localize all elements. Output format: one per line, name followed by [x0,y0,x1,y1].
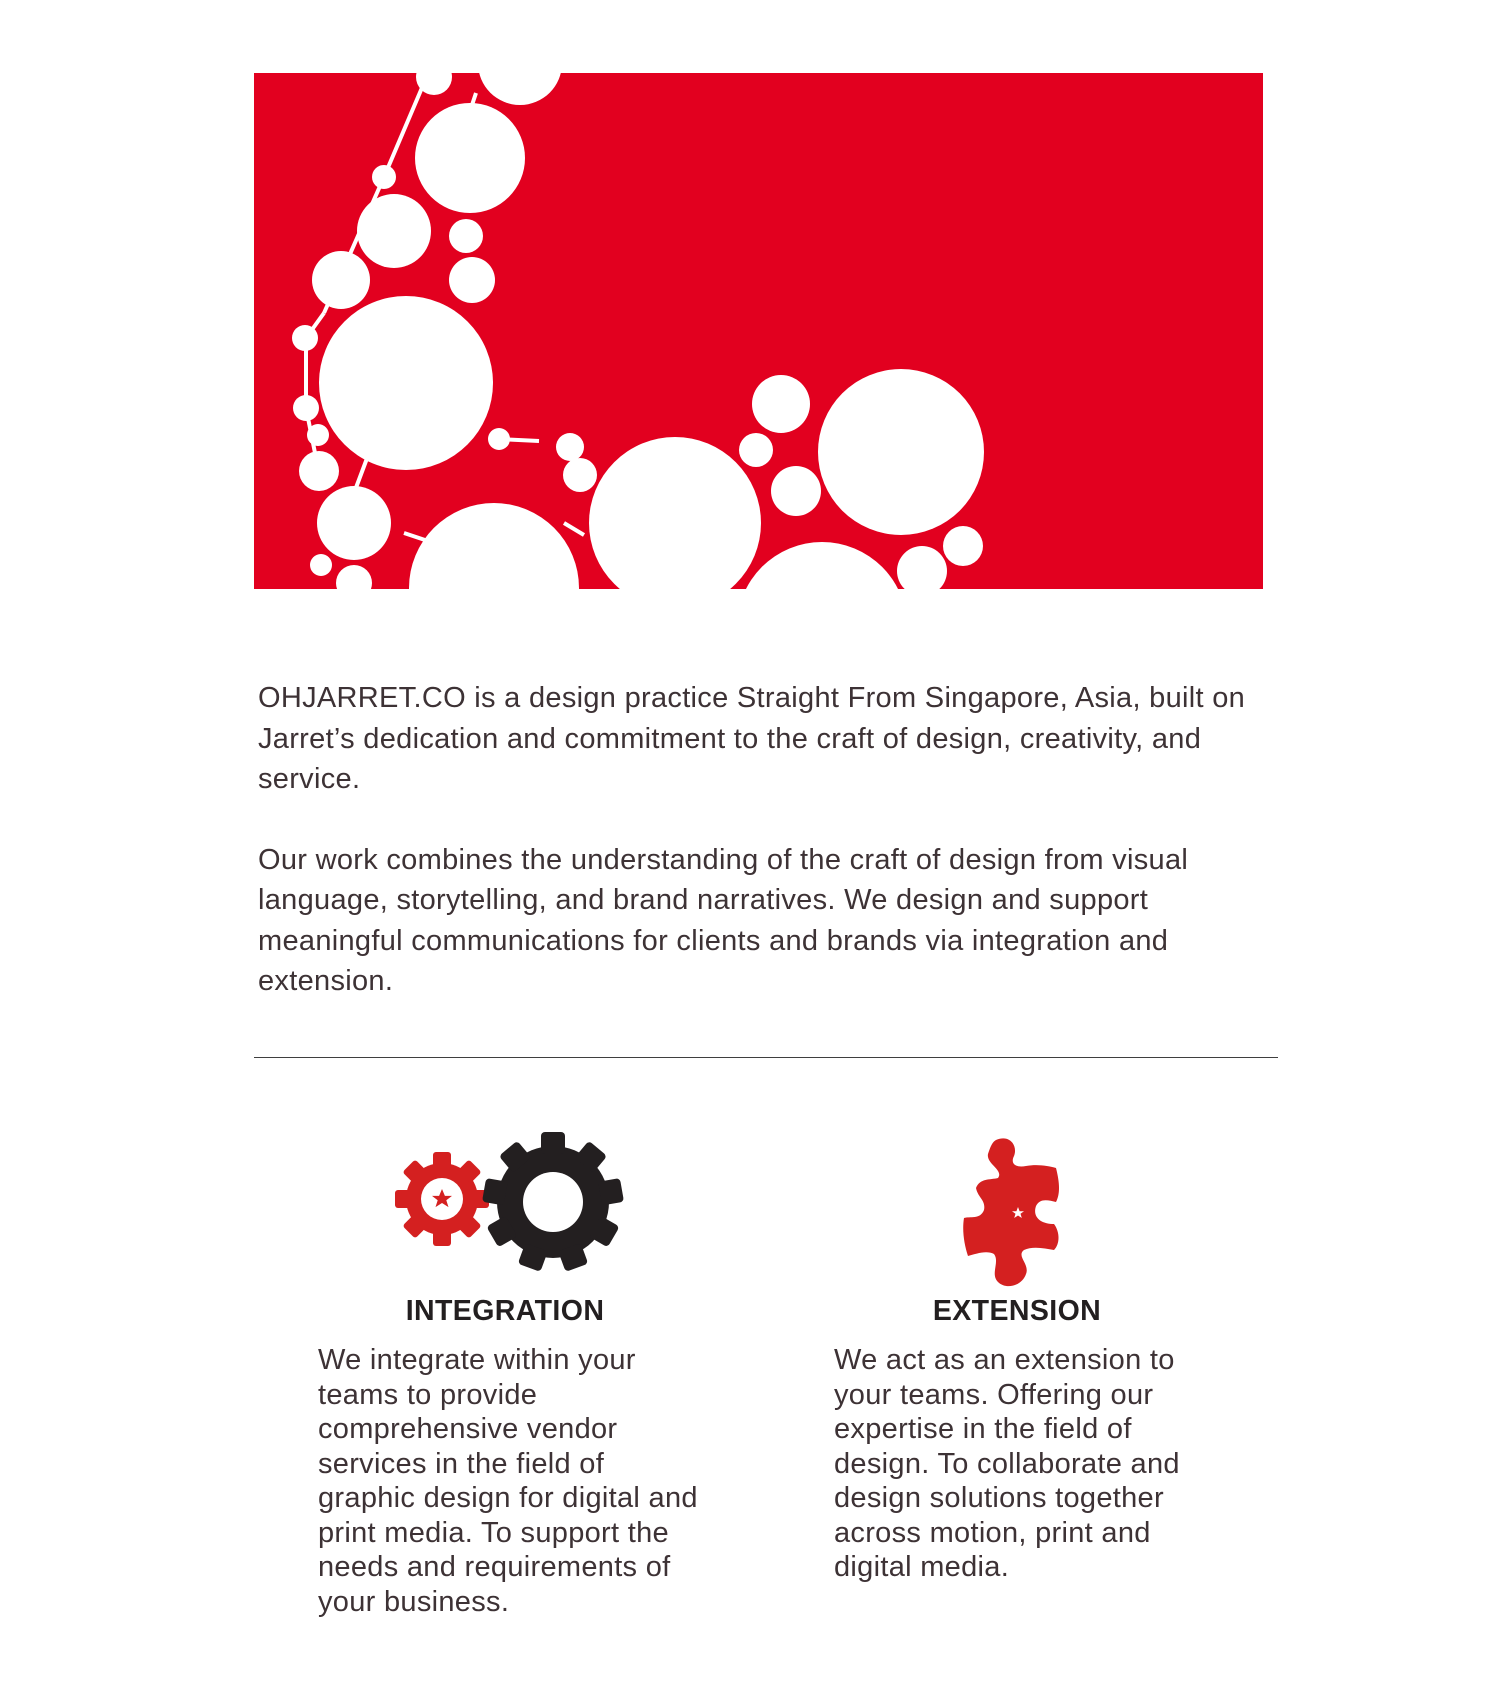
puzzle-piece-icon [956,1128,1086,1295]
gears-icon [392,1130,632,1280]
extension-description: We act as an extension to your teams. Offering our expertise in the field of design. To collaborate and design solutions together across motion, print and digital media. [834,1344,1180,1583]
section-divider [254,1057,1278,1058]
intro-paragraph-1: OHJARRET.CO is a design practice Straight From Singapore, Asia, built on Jarret’s dedication and commitment to the craft of design, creativity, and service. [258,682,1246,795]
integration-description: We integrate within your teams to provide comprehensive vendor services in the field of graphic design for digital and print media. To support the needs and requirements of your business. [318,1344,698,1618]
intro-paragraph-2: Our work combines the understanding of the craft of design from visual language, storytelling, and brand narratives. We design and support meaningful communications for clients and brands via integration and extension. [258,843,1189,997]
extension-title: EXTENSION [932,1295,1102,1327]
hero-banner [254,73,1263,589]
intro-section [258,678,1278,1042]
integration-title: INTEGRATION [405,1295,605,1327]
bubble-cluster-graphic [254,73,1263,589]
